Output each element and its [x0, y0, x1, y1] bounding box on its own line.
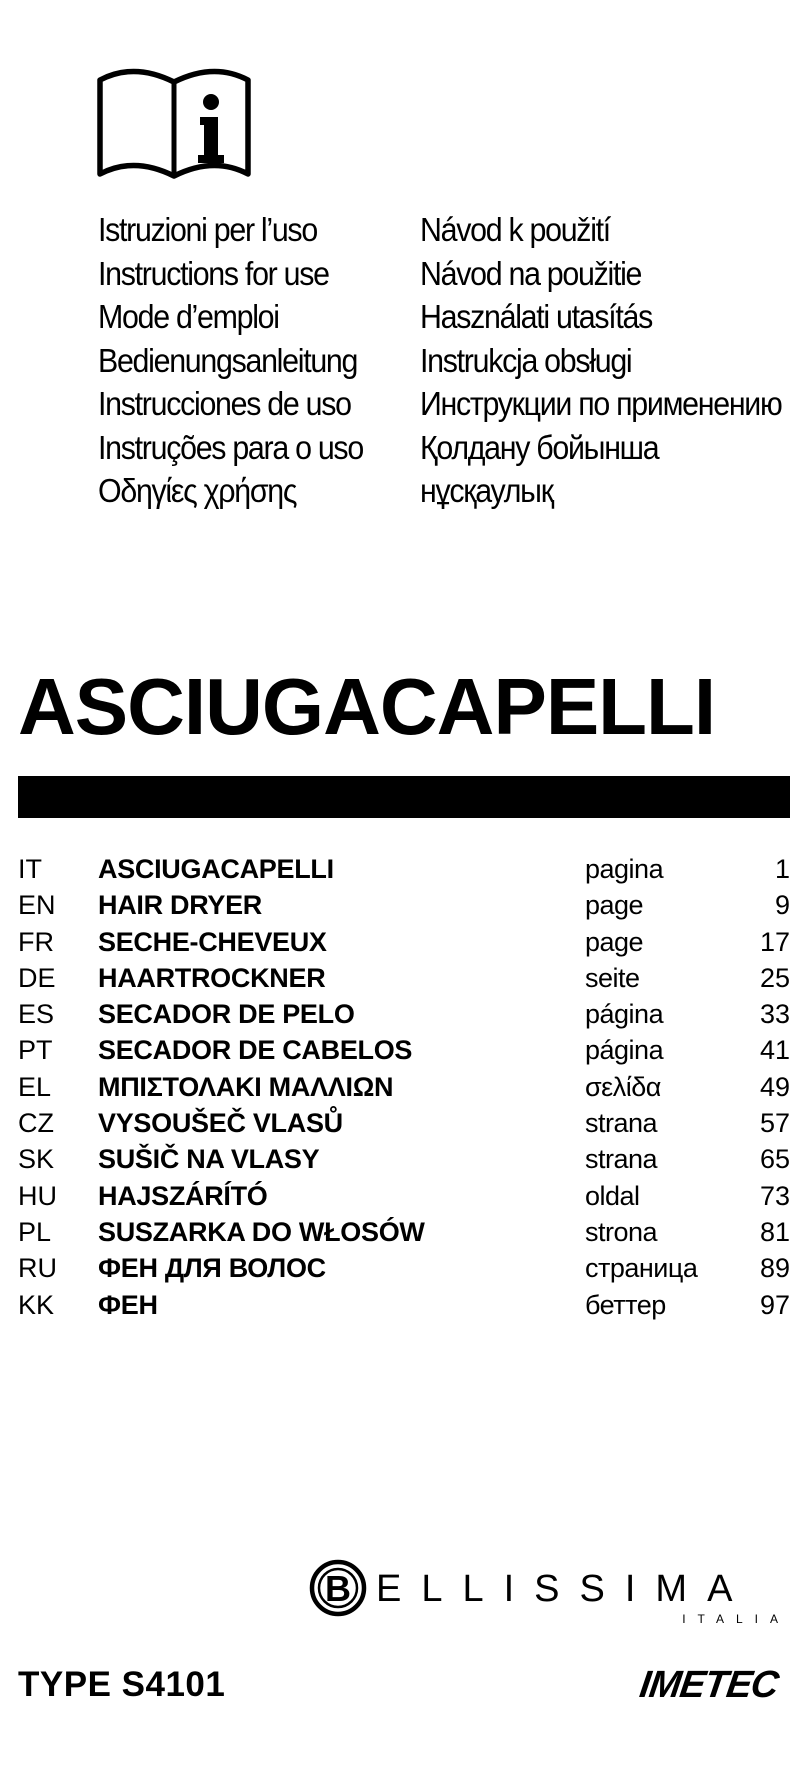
- toc-page-number: 73: [759, 1180, 790, 1211]
- toc-row: [18, 887, 790, 923]
- toc-page-number: 65: [759, 1144, 790, 1175]
- toc-language-code: FR: [18, 926, 54, 957]
- toc-page-number: 25: [759, 962, 790, 993]
- toc-row: [18, 851, 790, 887]
- brand-subtitle: ITALIA: [682, 1612, 790, 1625]
- language-item: Mode d’emploi: [98, 298, 279, 335]
- toc-product-name: SECADOR DE PELO: [98, 999, 355, 1030]
- language-item: Használati utasítás: [420, 298, 653, 335]
- toc-language-code: PT: [18, 1035, 53, 1066]
- toc-language-code: EL: [18, 1071, 52, 1102]
- toc-product-name: SUSZARKA DO WŁOSÓW: [98, 1216, 425, 1247]
- toc-page-word: página: [585, 1035, 664, 1066]
- toc-language-code: CZ: [18, 1108, 54, 1139]
- toc-page-number: 41: [759, 1035, 790, 1066]
- toc-product-name: ASCIUGACAPELLI: [98, 854, 334, 884]
- toc-row: [18, 1287, 790, 1323]
- toc-product-name: HAARTROCKNER: [98, 962, 326, 993]
- toc-page-number: 57: [759, 1108, 790, 1139]
- toc-row: [18, 1178, 790, 1214]
- imetec-logo: IMETEC: [637, 1664, 781, 1706]
- toc-page-number: 9: [774, 890, 790, 921]
- toc-page-word: σελίδα: [585, 1071, 661, 1102]
- toc-product-name: HAIR DRYER: [98, 890, 263, 921]
- toc-row: [18, 1105, 790, 1141]
- toc-product-name: VYSOUŠEČ VLASŮ: [98, 1108, 343, 1139]
- toc-page-number: 1: [774, 854, 790, 884]
- toc-page-word: strana: [585, 1108, 658, 1139]
- language-item: Instrukcja obsługi: [420, 341, 632, 379]
- title-divider-bar: [18, 776, 790, 818]
- toc-page-word: страница: [585, 1253, 698, 1284]
- svg-text:B: B: [325, 1568, 351, 1609]
- toc-page-number: 81: [759, 1216, 790, 1247]
- toc-language-code: PL: [18, 1216, 52, 1247]
- languages-left-column: [98, 208, 363, 513]
- toc-row: [18, 1250, 790, 1286]
- toc-row: [18, 1141, 790, 1177]
- language-item: Instructions for use: [98, 254, 329, 292]
- language-item: Οδηγίες χρήσης: [98, 472, 297, 509]
- toc-language-code: SK: [18, 1144, 55, 1175]
- info-manual-icon: [96, 64, 252, 182]
- toc-page-word: oldal: [585, 1180, 640, 1211]
- toc-row: [18, 924, 790, 960]
- language-item: нұсқаулық: [420, 472, 553, 509]
- bellissima-logo: [306, 1557, 792, 1625]
- toc-page-word: seite: [585, 962, 640, 993]
- toc-page-number: 49: [759, 1071, 790, 1102]
- toc-row: [18, 1032, 790, 1068]
- toc-language-code: EN: [18, 890, 56, 921]
- toc-page-word: pagina: [585, 854, 664, 884]
- toc-page-word: página: [585, 999, 664, 1030]
- toc-page-number: 89: [759, 1253, 790, 1284]
- toc-row: [18, 1069, 790, 1105]
- toc-page-number: 17: [759, 926, 790, 957]
- languages-right-column: [420, 208, 781, 513]
- toc-row: [18, 1214, 790, 1250]
- toc-language-code: HU: [18, 1180, 57, 1211]
- toc-page-word: page: [585, 890, 644, 921]
- toc-page-word: strona: [585, 1216, 658, 1247]
- toc-page-word: page: [585, 926, 644, 957]
- toc-language-code: ES: [18, 999, 55, 1030]
- toc-product-name: SECHE-CHEVEUX: [98, 926, 327, 957]
- language-item: Návod na použitie: [420, 254, 642, 292]
- table-of-contents: [18, 851, 790, 1323]
- toc-language-code: KK: [18, 1289, 55, 1320]
- language-item: Instrucciones de uso: [98, 385, 351, 422]
- language-item: Қолдану бойынша: [420, 428, 659, 466]
- toc-page-word: strana: [585, 1144, 658, 1175]
- toc-page-number: 33: [759, 999, 790, 1030]
- toc-language-code: IT: [18, 854, 42, 884]
- toc-product-name: ФЕН ДЛЯ ВОЛОС: [98, 1253, 326, 1284]
- toc-language-code: DE: [18, 962, 56, 993]
- brand-name: ELLISSIMA: [376, 1568, 753, 1610]
- language-item: Инструкции по применению: [420, 385, 782, 422]
- toc-language-code: RU: [18, 1253, 57, 1284]
- toc-product-name: SECADOR DE CABELOS: [98, 1035, 413, 1066]
- language-item: Istruzioni per l’uso: [98, 211, 317, 248]
- toc-product-name: ФЕН: [98, 1289, 158, 1320]
- toc-product-name: HAJSZÁRÍTÓ: [98, 1180, 268, 1211]
- toc-row: [18, 996, 790, 1032]
- toc-product-name: ΜΠΙΣΤΟΛΑΚΙ ΜΑΛΛΙΩΝ: [98, 1071, 394, 1102]
- toc-row: [18, 960, 790, 996]
- toc-page-word: беттер: [585, 1289, 666, 1320]
- language-item: Instruções para o uso: [98, 428, 363, 466]
- model-type-label: TYPE S4101: [18, 1665, 226, 1704]
- toc-product-name: SUŠIČ NA VLASY: [98, 1144, 320, 1175]
- toc-page-number: 97: [759, 1289, 790, 1320]
- language-item: Bedienungsanleitung: [98, 341, 358, 379]
- language-item: Návod k použití: [420, 211, 610, 248]
- page-title: ASCIUGACAPELLI: [18, 662, 716, 751]
